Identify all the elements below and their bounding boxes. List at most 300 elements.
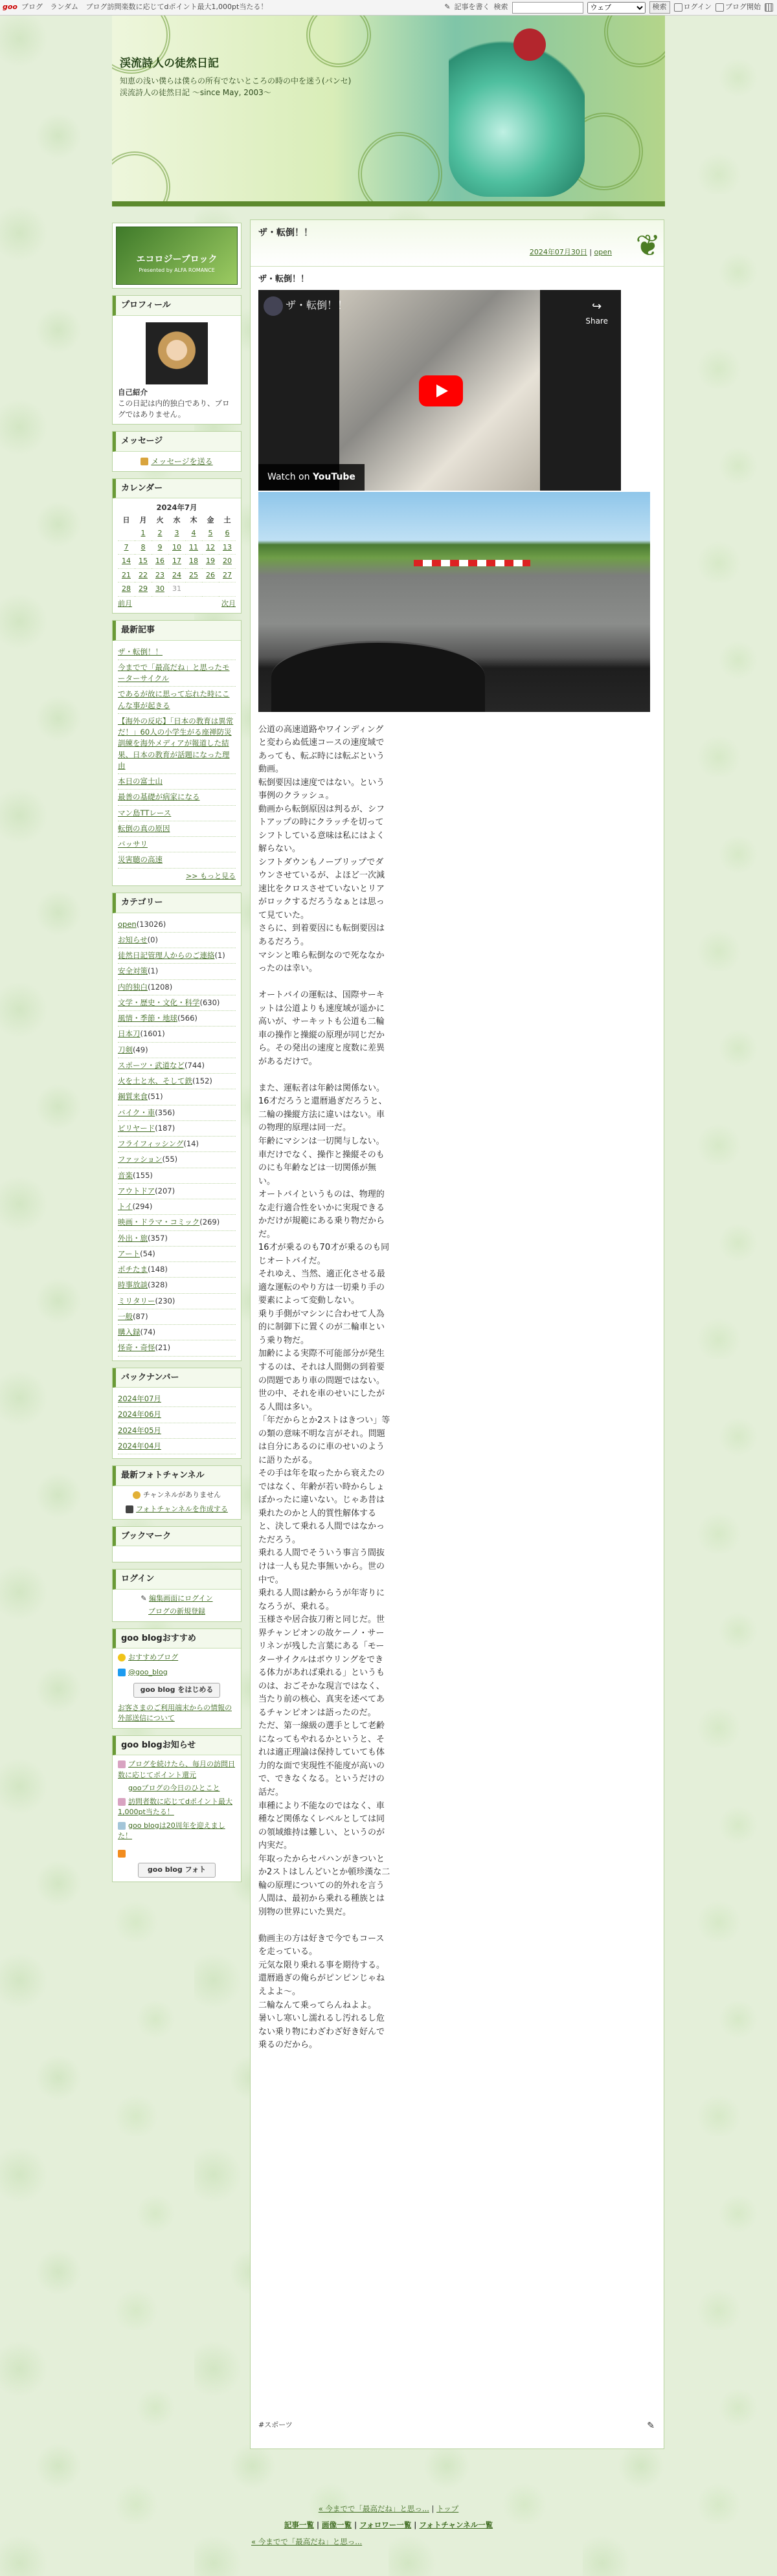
calendar-day-link[interactable]: 20 <box>223 557 232 565</box>
category-count: (0) <box>147 935 158 944</box>
calendar-week <box>118 527 236 540</box>
bookmark-heading: ブックマーク <box>113 1527 241 1547</box>
category-link[interactable]: バイク・車 <box>118 1107 155 1117</box>
recent-link[interactable]: バッサリ <box>118 839 148 849</box>
category-count: (21) <box>155 1343 171 1353</box>
recent-item <box>118 790 236 805</box>
weekday: 水 <box>173 515 181 524</box>
category-link[interactable]: 風情・季節・地球 <box>118 1014 177 1023</box>
share-label: Share <box>585 316 608 326</box>
category-box <box>112 893 242 1361</box>
category-item <box>118 933 236 948</box>
recent-link[interactable]: 本日の富士山 <box>118 777 163 786</box>
video-title[interactable]: ザ・転倒！！ <box>286 298 348 311</box>
melon-soda-image <box>449 35 585 197</box>
note-icon <box>118 1822 126 1830</box>
calendar-day[interactable] <box>185 555 202 569</box>
pencil-icon: ✎ <box>444 3 451 12</box>
category-item <box>118 1137 236 1152</box>
warning-icon <box>133 1491 141 1499</box>
category-count: (207) <box>155 1186 175 1195</box>
play-button[interactable] <box>419 375 463 406</box>
category-link[interactable]: ファッション <box>118 1155 163 1164</box>
calendar-day[interactable] <box>135 540 152 555</box>
category-count: (357) <box>148 1233 168 1243</box>
backnumber-item <box>118 1423 236 1439</box>
category-item <box>118 1121 236 1137</box>
calendar-day <box>185 583 202 597</box>
calendar-day-link[interactable]: 1 <box>141 529 146 537</box>
calendar-next-link[interactable]: 次月 <box>221 599 236 608</box>
calendar-day[interactable] <box>185 540 202 555</box>
new-blog-link[interactable]: ブログの新規登録 <box>148 1607 205 1616</box>
weekday: 土 <box>223 515 231 524</box>
info-box <box>112 1735 242 1882</box>
calendar-day-link[interactable]: 29 <box>139 584 148 593</box>
category-link[interactable]: ビリヤード <box>118 1123 155 1133</box>
toolbar-link-campaign[interactable]: ブログ訪問楽数に応じてdポイント最大1,000pt当たる！ <box>85 3 268 12</box>
banner-subtext: Presented by ALFA ROMANCE <box>139 267 215 273</box>
calendar-week <box>118 568 236 583</box>
page-footer: « 今までで「最高だね」と思っ... | トップ 記事一覧 | 画像一覧 | フォロワー一覧 | フォトチャンネル一覧 « 今までで「最高だね」と思っ... <box>251 2504 493 2546</box>
login-icon <box>674 3 682 12</box>
calendar-day[interactable] <box>168 568 185 583</box>
category-count: (187) <box>155 1123 175 1133</box>
category-count: (356) <box>155 1107 175 1117</box>
calendar-day-link[interactable]: 2 <box>157 529 163 537</box>
calendar-day-link[interactable]: 19 <box>206 557 215 565</box>
youtube-embed[interactable] <box>258 290 621 491</box>
category-item <box>118 1168 236 1184</box>
calendar-day-link[interactable]: 28 <box>122 584 131 593</box>
calendar-day[interactable] <box>168 540 185 555</box>
backnumber-item <box>118 1439 236 1454</box>
share-button[interactable] <box>585 298 608 327</box>
blog-description: 知恵の浅い僕らは僕らの所有でないところの時の中を迷う(パンセ) 渓流詩人の徒然日記 〜since May, 2003〜 <box>120 76 352 97</box>
pencil-icon: ✎ <box>141 1593 150 1603</box>
backnumber-item <box>118 1407 236 1423</box>
category-link[interactable]: トイ <box>118 1202 133 1211</box>
recent-link[interactable]: であるが故に思って忘れた時にこんな事が起きる <box>118 689 230 710</box>
category-count: (1208) <box>148 982 173 992</box>
calendar-day-link[interactable]: 26 <box>206 570 215 579</box>
recent-item <box>118 837 236 852</box>
calendar-week <box>118 555 236 569</box>
profile-heading: プロフィール <box>113 296 241 316</box>
goo-logo[interactable]: goo <box>3 3 17 12</box>
calendar-day-link[interactable]: 11 <box>189 542 198 551</box>
article-list-link[interactable]: 記事一覧 <box>284 2520 314 2530</box>
backnumber-link[interactable]: 2024年05月 <box>118 1425 161 1435</box>
register-link[interactable] <box>715 2 761 13</box>
category-item <box>118 995 236 1011</box>
lace-ornament <box>358 132 442 206</box>
photo-channel-list-link[interactable]: フォトチャンネル一覧 <box>419 2520 493 2530</box>
entry-body <box>251 267 664 2059</box>
category-item <box>118 964 236 979</box>
image-list-link[interactable]: 画像一覧 <box>322 2520 352 2530</box>
category-item <box>118 1184 236 1199</box>
recent-link[interactable]: 最善の基礎が病家になる <box>118 792 200 802</box>
calendar-day-link[interactable]: 25 <box>189 570 198 579</box>
category-link[interactable]: 一般 <box>118 1311 133 1321</box>
calendar-day-link[interactable]: 27 <box>223 570 232 579</box>
category-link[interactable]: 文学・歴史・文化・科学 <box>118 997 200 1007</box>
toolbar-right <box>444 1 774 14</box>
category-count: (566) <box>177 1014 197 1023</box>
lace-ornament <box>112 151 170 206</box>
backnumber-link[interactable]: 2024年04月 <box>118 1441 161 1450</box>
recommend-heading: goo blogおすすめ <box>113 1629 241 1649</box>
info-link[interactable]: goo blogは20周年を迎えました！ <box>118 1821 225 1840</box>
backnumber-heading: バックナンバー <box>113 1368 241 1388</box>
recent-item <box>118 806 236 821</box>
recent-link[interactable]: ザ・転倒！！ <box>118 647 163 656</box>
camera-icon <box>126 1505 133 1513</box>
info-heading: goo blogお知らせ <box>113 1736 241 1756</box>
toolbar-link-random[interactable]: ランダム <box>50 3 79 12</box>
category-item <box>118 1278 236 1293</box>
calendar-day-link[interactable]: 5 <box>208 529 213 537</box>
page-wrapper <box>112 16 665 2431</box>
calendar-day[interactable] <box>118 540 135 555</box>
category-count: (230) <box>155 1296 175 1305</box>
photochannel-heading: 最新フォトチャンネル <box>113 1466 241 1486</box>
goo-blog-photo-button[interactable]: goo blog フォト <box>138 1863 216 1878</box>
category-item <box>118 1247 236 1262</box>
recommend-blog-link[interactable]: おすすめブログ <box>128 1653 179 1661</box>
calendar-day-link[interactable]: 18 <box>189 557 198 565</box>
mail-icon <box>141 458 148 465</box>
category-count: (294) <box>132 1202 153 1211</box>
calendar-day[interactable] <box>219 555 236 569</box>
entry-header <box>251 220 664 267</box>
calendar-day[interactable] <box>202 540 219 555</box>
bookmark-box <box>112 1526 242 1563</box>
follower-list-link[interactable]: フォロワー一覧 <box>359 2520 412 2530</box>
login-heading: ログイン <box>113 1570 241 1590</box>
category-link[interactable]: フライフィッシング <box>118 1139 184 1148</box>
start-goo-blog-button[interactable]: goo blog をはじめる <box>133 1683 221 1698</box>
category-item <box>118 1309 236 1325</box>
calendar-day[interactable] <box>152 583 168 597</box>
edit-login-link[interactable]: 編集画面にログイン <box>149 1593 213 1603</box>
category-heading: カテゴリー <box>113 893 241 913</box>
calendar-day[interactable] <box>152 568 168 583</box>
circuit-photo <box>258 492 650 712</box>
category-link[interactable]: 怪奇・奇怪 <box>118 1343 155 1353</box>
cherry-image <box>513 28 546 61</box>
calendar-day-link[interactable]: 23 <box>155 570 164 579</box>
register-label: ブログ開始 <box>725 3 761 12</box>
weekday: 金 <box>207 515 214 524</box>
category-item <box>118 1043 236 1058</box>
bulb-icon <box>118 1654 126 1661</box>
search-label: 検索 <box>493 3 508 12</box>
profile-name: 自己紹介 <box>118 387 148 397</box>
calendar-day[interactable] <box>185 527 202 540</box>
calendar-day-link[interactable]: 10 <box>172 542 181 551</box>
category-link[interactable]: アウトドア <box>118 1186 155 1195</box>
calendar-day-link[interactable]: 17 <box>172 557 181 565</box>
twitter-icon <box>118 1669 126 1676</box>
calendar-day[interactable] <box>219 540 236 555</box>
backnumber-link[interactable]: 2024年07月 <box>118 1394 161 1403</box>
category-count: (269) <box>199 1217 220 1227</box>
category-count: (328) <box>148 1280 168 1290</box>
category-link[interactable]: 外出・旅 <box>118 1233 148 1243</box>
category-link[interactable]: 徒然日記管理人からのご連絡 <box>118 951 215 960</box>
calendar-day[interactable] <box>168 555 185 569</box>
calendar-day-link[interactable]: 6 <box>225 529 230 537</box>
backnumber-item <box>118 1392 236 1407</box>
calendar-day-link[interactable]: 15 <box>139 557 148 565</box>
blog-start-icon <box>715 3 724 12</box>
channel-avatar[interactable] <box>264 296 283 316</box>
recent-item <box>118 774 236 790</box>
entry-tag[interactable]: #スポーツ <box>258 2420 293 2429</box>
entry-title[interactable]: ザ・転倒！！ <box>258 228 313 238</box>
category-count: (744) <box>185 1060 205 1070</box>
calendar-day[interactable] <box>202 527 219 540</box>
recent-link[interactable]: マン島TTレース <box>118 808 172 817</box>
goo-toolbar <box>0 0 777 16</box>
category-link[interactable]: 音楽 <box>118 1170 133 1180</box>
calendar-day-link[interactable]: 16 <box>155 557 164 565</box>
calendar-day[interactable] <box>202 568 219 583</box>
info-link[interactable]: 訪問者数に応じてdポイント最大1,000pt当たる！ <box>118 1797 232 1816</box>
category-count: (1601) <box>140 1029 165 1039</box>
calendar-day: 31 <box>168 583 185 597</box>
backnumber-box <box>112 1368 242 1460</box>
watch-label: Watch on <box>267 471 310 482</box>
top-link[interactable]: トップ <box>436 2504 459 2513</box>
entry <box>250 219 664 2449</box>
calendar-day-link[interactable]: 14 <box>122 557 131 565</box>
category-link[interactable]: 安全対策 <box>118 966 148 976</box>
youtube-logo: YouTube <box>312 471 355 482</box>
toolbar-link-blog[interactable]: ブログ <box>21 3 43 12</box>
category-item <box>118 1340 236 1356</box>
category-link[interactable]: open <box>118 919 137 929</box>
category-link[interactable]: ミリタリー <box>118 1296 155 1305</box>
recent-item <box>118 645 236 660</box>
category-link[interactable]: アート <box>118 1249 141 1258</box>
calendar-day-link[interactable]: 4 <box>191 529 196 537</box>
recent-item <box>118 687 236 714</box>
share-icon: ↪ <box>592 299 602 313</box>
login-link[interactable] <box>674 2 712 13</box>
recent-item <box>118 660 236 687</box>
category-count: (74) <box>140 1327 156 1337</box>
category-link[interactable]: 火を土と水、そして鉄 <box>118 1076 192 1085</box>
calendar-day-link[interactable]: 8 <box>141 542 146 551</box>
recent-link[interactable]: 【海外の反応】「日本の教育は異常だ！」60人の小学生がる座禅防災訓練を海外メディアが報道した結果、日本の教育が話題になった理由 <box>118 716 234 770</box>
calendar-day-link[interactable]: 9 <box>157 542 163 551</box>
calendar-day-link[interactable]: 12 <box>206 542 215 551</box>
category-count: (55) <box>162 1155 178 1164</box>
category-count: (1) <box>148 966 159 976</box>
calendar-day[interactable] <box>152 540 168 555</box>
category-count: (148) <box>148 1265 168 1274</box>
calendar-day[interactable] <box>118 568 135 583</box>
recent-link[interactable]: 転倒の真の原因 <box>118 823 170 833</box>
category-count: (14) <box>183 1139 199 1148</box>
eco-banner[interactable] <box>116 227 238 285</box>
photochannel-box <box>112 1465 242 1520</box>
calendar-day-link[interactable]: 21 <box>122 570 131 579</box>
search-button[interactable]: 検索 <box>649 1 670 14</box>
category-item <box>118 948 236 964</box>
category-item <box>118 1027 236 1042</box>
category-link[interactable]: お知らせ <box>118 935 148 944</box>
watch-on-youtube[interactable] <box>258 464 365 491</box>
category-item <box>118 1152 236 1168</box>
calendar-day[interactable] <box>152 555 168 569</box>
category-item <box>118 1325 236 1340</box>
calendar-day[interactable] <box>185 568 202 583</box>
category-item <box>118 1105 236 1121</box>
settings-icon[interactable] <box>765 3 773 12</box>
calendar-week <box>118 540 236 555</box>
calendar-day <box>202 583 219 597</box>
weekday: 月 <box>139 515 147 524</box>
category-count: (155) <box>133 1170 153 1180</box>
calendar-day-link[interactable]: 13 <box>223 542 232 551</box>
prev-entry-link[interactable]: « 今までで「最高だね」と思っ... <box>318 2504 429 2513</box>
message-heading: メッセージ <box>113 432 241 452</box>
category-item <box>118 1199 236 1215</box>
motorcycle-dashboard <box>271 641 485 712</box>
login-box <box>112 1569 242 1622</box>
calendar-day[interactable] <box>118 583 135 597</box>
recent-item <box>118 714 236 774</box>
entry-date-link[interactable]: 2024年07月30日 <box>529 248 587 256</box>
weekday: 木 <box>190 515 197 524</box>
rss-icon[interactable] <box>118 1850 126 1858</box>
category-link[interactable]: 日本刀 <box>118 1029 141 1039</box>
backnumber-link[interactable]: 2024年06月 <box>118 1410 161 1419</box>
category-count: (152) <box>192 1076 212 1085</box>
category-item <box>118 1215 236 1230</box>
category-count: (630) <box>199 997 220 1007</box>
category-item <box>118 1231 236 1247</box>
lace-ornament <box>604 16 665 67</box>
search-scope-select[interactable] <box>587 2 646 14</box>
info-link[interactable]: gooブログの今日のひとこと <box>128 1784 220 1792</box>
category-link[interactable]: 時事放談 <box>118 1280 148 1290</box>
sidebar <box>112 223 242 1889</box>
profile-text: この日記は内的独白であり、ブログではありません。 <box>118 398 230 419</box>
calendar-day[interactable] <box>135 527 152 540</box>
recent-articles-box <box>112 620 242 886</box>
entry-category-link[interactable]: open <box>594 248 612 256</box>
recent-item <box>118 821 236 837</box>
entry-heading: ザ・転倒！！ <box>258 274 310 284</box>
calendar-day[interactable] <box>219 527 236 540</box>
category-item <box>118 980 236 995</box>
search-input[interactable] <box>512 2 583 14</box>
category-list <box>118 917 236 1357</box>
category-count: (13026) <box>136 919 166 929</box>
category-item <box>118 1011 236 1027</box>
category-link[interactable]: 内的独白 <box>118 982 148 992</box>
entry-meta: 2024年07月30日 | open <box>529 248 612 256</box>
calendar-day-link[interactable]: 22 <box>139 570 148 579</box>
more-articles-link[interactable]: >> もっと見る <box>186 871 236 880</box>
goo-blog-twitter-link[interactable]: @goo_blog <box>128 1667 168 1676</box>
calendar-day-link[interactable]: 7 <box>124 542 129 551</box>
recent-link[interactable]: 災害聴の高速 <box>118 855 163 865</box>
category-item <box>118 1074 236 1089</box>
blog-header <box>112 16 665 206</box>
category-item <box>118 1294 236 1309</box>
calendar-prev-link[interactable]: 前月 <box>118 599 132 608</box>
gift-icon <box>118 1760 126 1768</box>
calendar-month: 2024年7月 <box>156 503 197 513</box>
category-count: (87) <box>133 1311 148 1321</box>
category-link[interactable]: スポーツ・武道など <box>118 1060 185 1070</box>
calendar-box <box>112 478 242 614</box>
write-article-link[interactable]: 記事を書く <box>454 3 490 12</box>
calendar-day[interactable] <box>219 568 236 583</box>
calendar-day-link[interactable]: 3 <box>174 529 179 537</box>
calendar-day[interactable] <box>135 568 152 583</box>
calendar-day <box>118 527 135 540</box>
prev-entry-link-bottom[interactable]: « 今までで「最高だね」と思っ... <box>251 2537 363 2546</box>
calendar-weekdays <box>118 514 236 527</box>
category-link[interactable]: ポチたま <box>118 1265 148 1274</box>
calendar-day[interactable] <box>135 583 152 597</box>
category-link[interactable]: 刀剣 <box>118 1045 133 1054</box>
calendar-heading: カレンダー <box>113 479 241 499</box>
weekday: 日 <box>122 515 130 524</box>
info-link[interactable]: ブログを続けたら、毎月の訪問日数に応じてポイント還元 <box>118 1760 235 1779</box>
toolbar-links <box>21 2 273 13</box>
calendar-day[interactable] <box>202 555 219 569</box>
category-count: (54) <box>140 1249 155 1258</box>
category-item <box>118 1058 236 1074</box>
login-label: ログイン <box>683 3 712 12</box>
category-link[interactable]: 映画・ドラマ・コミック <box>118 1217 200 1227</box>
gift-icon <box>118 1798 126 1806</box>
external-info-link[interactable]: お客さまのご利用端末からの情報の外部送信について <box>118 1703 232 1722</box>
track-kerb <box>414 560 530 566</box>
no-channel-text: チャンネルがありません <box>142 1490 221 1499</box>
message-box <box>112 431 242 472</box>
main-column <box>250 219 664 2449</box>
category-link[interactable]: 購入録 <box>118 1327 141 1337</box>
calendar-day[interactable] <box>118 555 135 569</box>
calendar-day-link[interactable]: 30 <box>155 584 164 593</box>
calendar-day[interactable] <box>168 527 185 540</box>
calendar-day[interactable] <box>152 527 168 540</box>
edit-icon[interactable]: ✎ <box>647 2421 655 2431</box>
create-channel-link[interactable]: フォトチャンネルを作成する <box>136 1505 228 1513</box>
recent-link[interactable]: 今までで「最高だね」と思ったモーターサイクル <box>118 662 230 683</box>
weekday: 火 <box>156 515 164 524</box>
calendar-day[interactable] <box>135 555 152 569</box>
calendar-nav <box>118 599 236 610</box>
banner-text: エコロジーブロック <box>136 254 218 265</box>
recent-list <box>118 645 236 869</box>
calendar-week <box>118 583 236 597</box>
blog-title[interactable]: 渓流詩人の徒然日記 <box>120 57 219 70</box>
send-message-link[interactable]: メッセージを送る <box>151 456 213 466</box>
calendar-day-link[interactable]: 24 <box>172 570 181 579</box>
category-link[interactable]: 鋼質来食 <box>118 1092 148 1102</box>
avatar[interactable] <box>146 322 208 384</box>
